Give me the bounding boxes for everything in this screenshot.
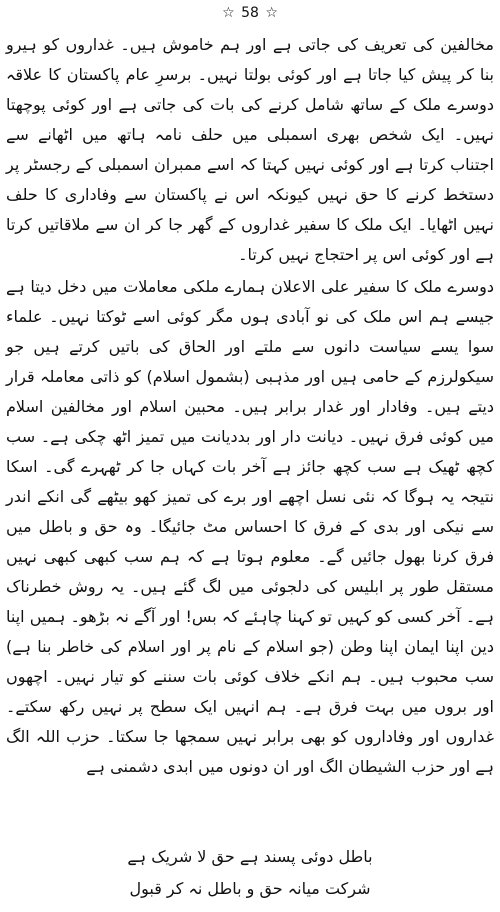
paragraph-1: مخالفین کی تعریف کی جاتی ہے اور ہم خاموش ہیں۔ غداروں کو ہیرو بنا کر پیش کیا جاتا ہے اور کوئی بولتا نہیں۔ برسرِ عام پاکستان کا علاقہ دوسرے ملک کے ساتھ شامل کرنے کی بات کی جاتی ہے اور کوئی پوچھتا نہیں۔ ایک شخص بھری اسمبلی میں حلف نامہ ہاتھ میں اٹھانے سے اجتناب کرتا ہے اور کوئی نہیں کہتا کہ اسے ممبران اسمبلی کے رجسٹر پر دستخط کرنے کا حق نہیں کیونکہ اس نے پاکستان سے وفاداری کا حلف نہیں اٹھایا۔ ایک ملک کا سفیر غداروں کے گھر جا کر ان سے ملاقاتیں کرتا ہے اور کوئی اس پر احتجاج نہیں کرتا۔ [6,35,494,264]
paragraph-2: دوسرے ملک کا سفیر علی الاعلان ہمارے ملکی معاملات میں دخل دیتا ہے جیسے ہم اس ملک کی نو آبادی ہوں مگر کوئی اسے ٹوکتا نہیں۔ علماء سوا یسے سیاست دانوں سے ملتے اور الحاق کی باتیں کرتے ہیں جو سیکولرزم کے حامی ہیں اور مذہبی (بشمول اسلام) کو ذاتی معاملہ قرار دیتے ہیں۔ وفادار اور غدار برابر ہیں۔ محبین اسلام اور مخالفین اسلام میں کوئی فرق نہیں۔ دیانت دار اور بددیانت میں تمیز اٹھ چکی ہے۔ سب کچھ ٹھیک ہے سب کچھ جائز ہے آخر بات کہاں جا کر ٹھہرے گی۔ اسکا نتیجہ یہ ہوگا کہ نئی نسل اچھے اور برے کی تمیز کھو بیٹھے گی انکے اندر سے نیکی اور بدی کے فرق کا احساس مٹ جائیگا۔ وہ حق و باطل میں فرق کرنا بھول جائیں گے۔ معلوم ہوتا ہے کہ ہم سب کبھی کبھی نہیں مستقل طور پر ابلیس کی دلجوئی میں لگ گئے ہیں۔ یہ روش خطرناک ہے۔ آخر کسی کو کہیں تو کہنا چاہئے کہ بس! اور آگے نہ بڑھو۔ ہمیں اپنا دین اپنا ایمان اپنا وطن (جو اسلام کے نام پر اور اسلام کی خاطر بنا ہے) سب محبوب ہیں۔ ہم انکے خلاف کوئی بات سننے کو تیار نہیں۔ اچھوں اور بروں میں بہت فرق ہے۔ ہم انہیں ایک سطح پر نہیں رکھ سکتے۔ غداروں اور وفاداروں کو بھی برابر نہیں سمجھا جا سکتا۔ حزب اللہ الگ ہے اور حزب الشیطان الگ اور ان دونوں میں ابدی دشمنی ہے [6,277,494,776]
star-ornament-right: ☆ [265,5,278,21]
poem-verse-line-2: شرکت میانہ حق و باطل نہ کر قبول [129,879,371,898]
page-number-header [0,4,500,22]
article-body [6,30,494,782]
poem-verse-line-1: باطل دوئی پسند ہے حق لا شریک ہے [127,847,373,866]
page-number: 58 [241,5,259,21]
star-ornament-left: ☆ [222,5,235,21]
